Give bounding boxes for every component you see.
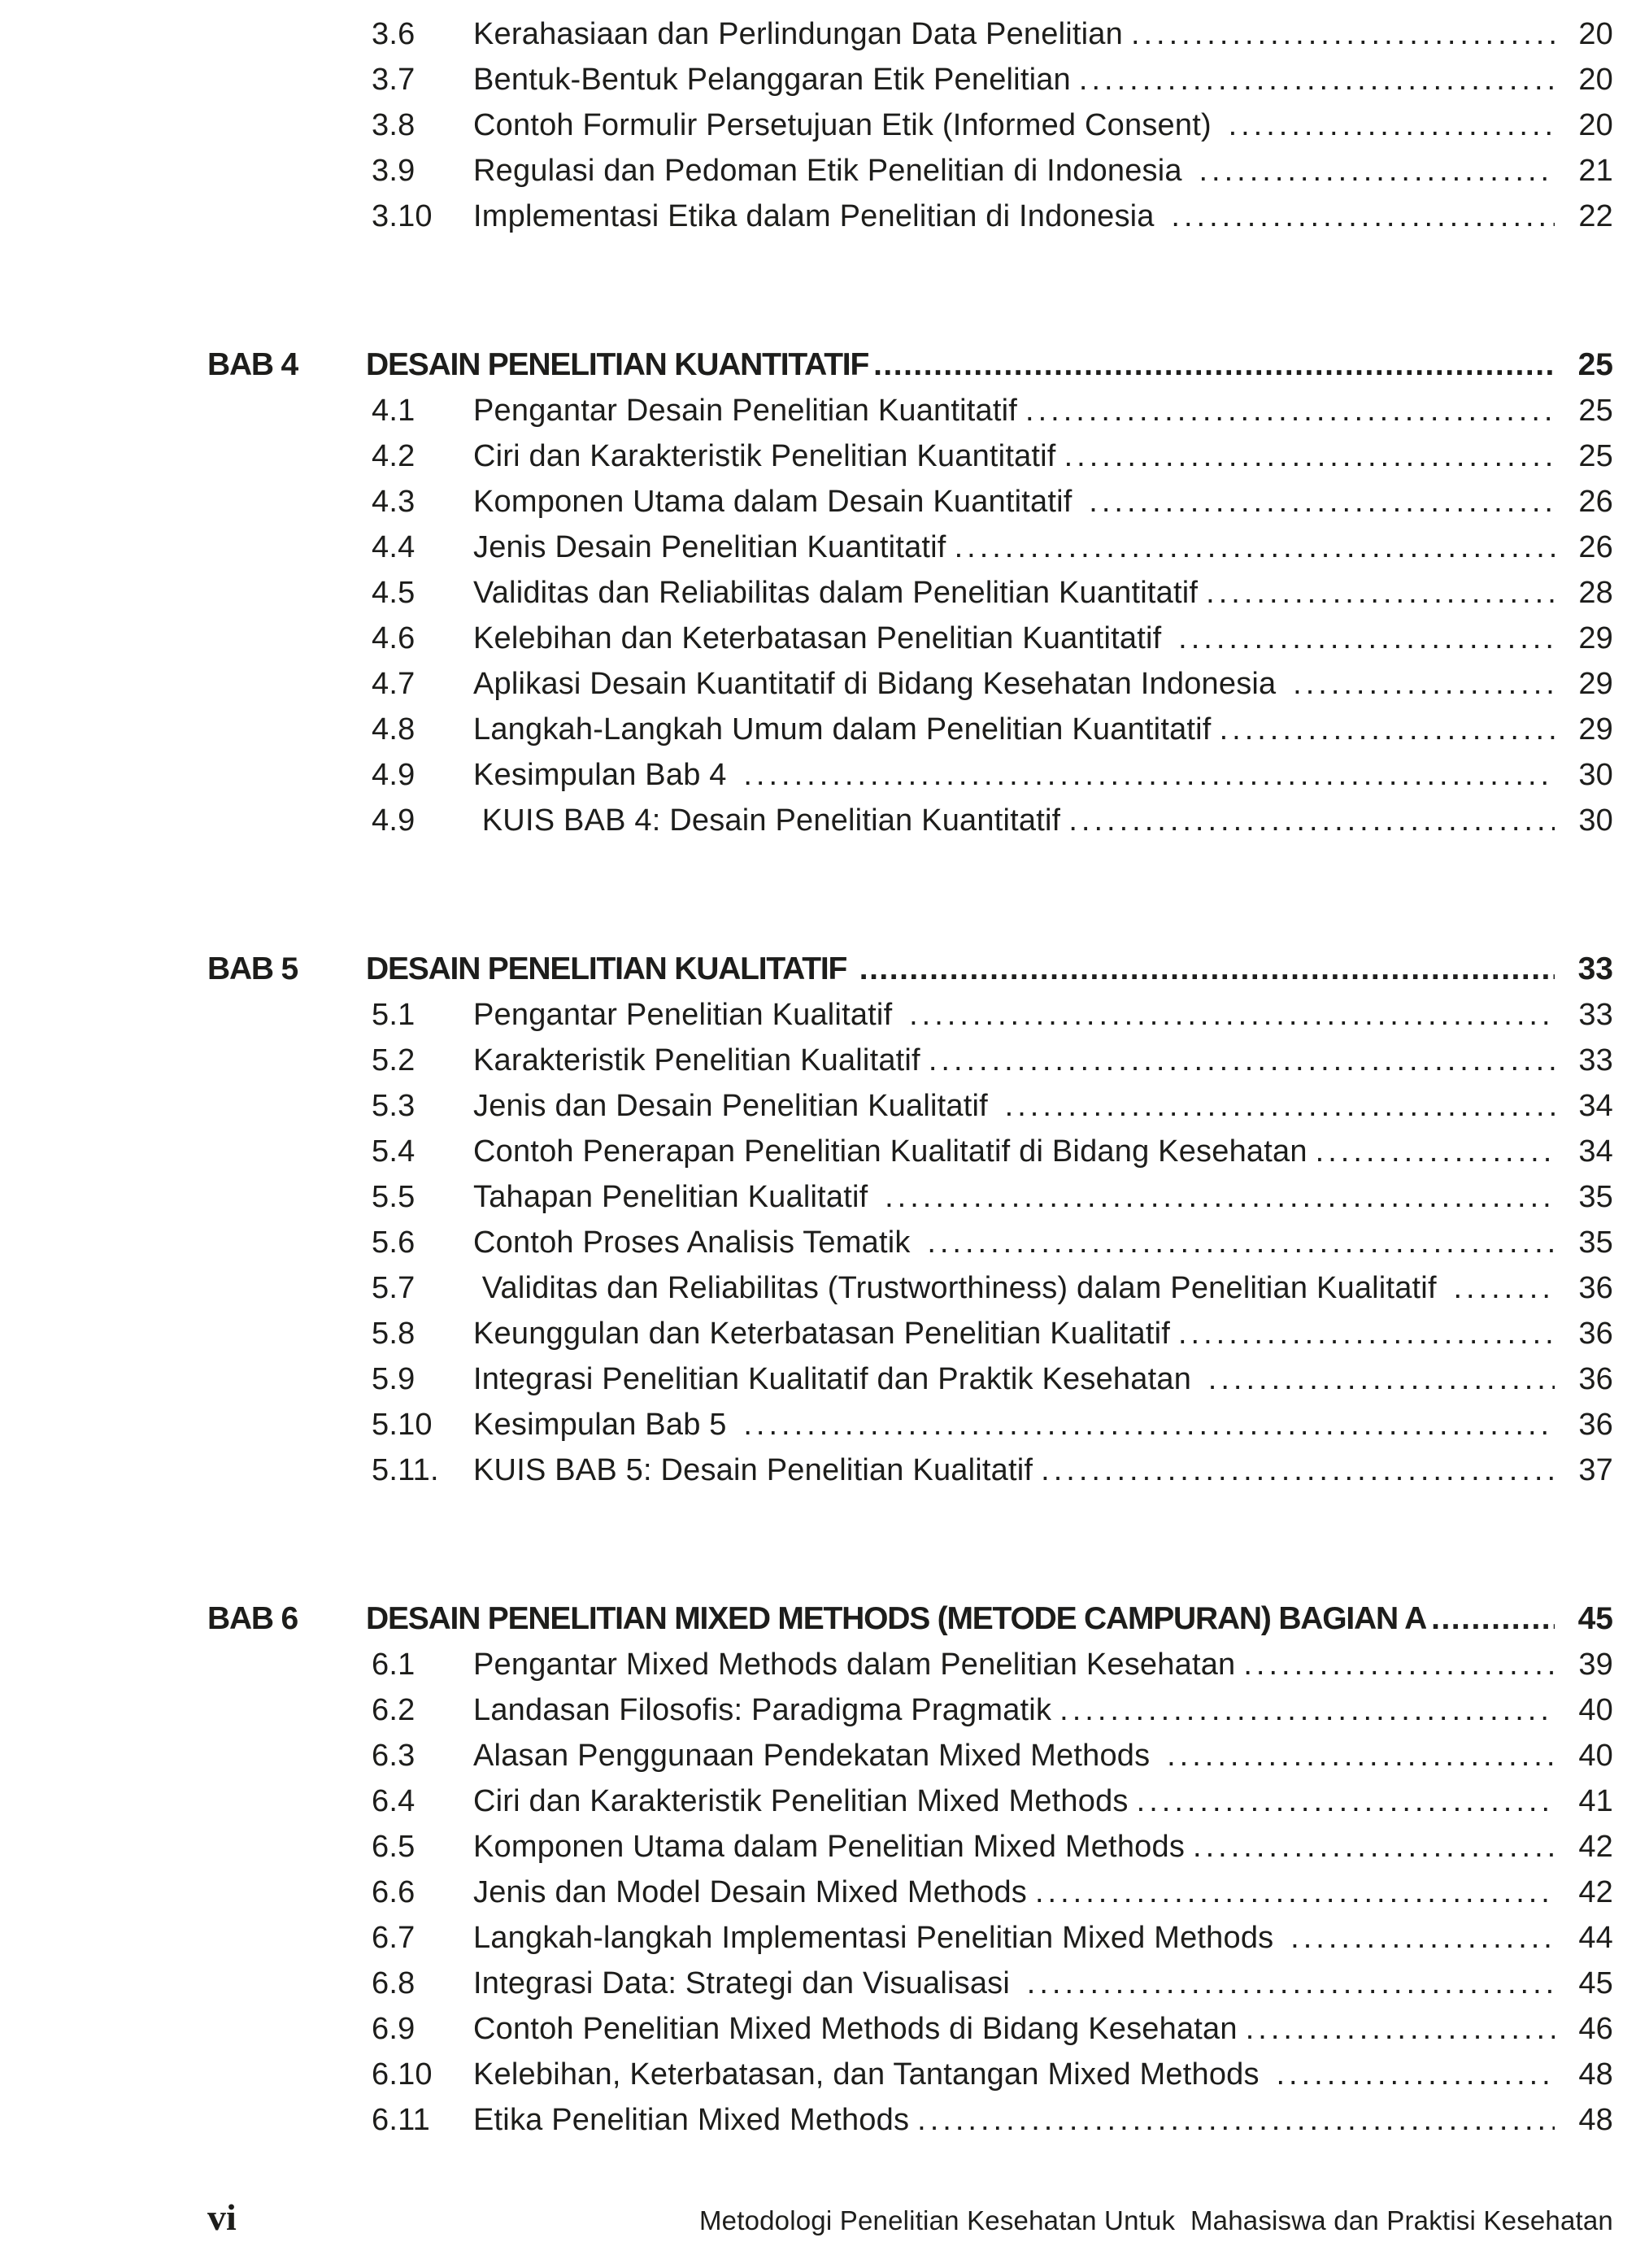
entry-page-number: 36 bbox=[1578, 1271, 1613, 1305]
entry-page-number: 25 bbox=[1578, 394, 1613, 428]
entry-title: Integrasi Penelitian Kualitatif dan Praktik Kesehatan bbox=[473, 1362, 1200, 1396]
entry-number: 6.4 bbox=[372, 1784, 416, 1818]
toc-entry bbox=[372, 1778, 1613, 1824]
entry-page-number: 36 bbox=[1578, 1317, 1613, 1351]
entry-title: Ciri dan Karakteristik Penelitian Kuantitatif bbox=[473, 439, 1056, 473]
entry-number: 3.8 bbox=[372, 108, 416, 142]
entry-title: Aplikasi Desain Kuantitatif di Bidang Kesehatan Indonesia bbox=[473, 667, 1286, 701]
toc-entry bbox=[372, 1038, 1613, 1083]
toc-entry bbox=[372, 1733, 1613, 1778]
dot-leader bbox=[1276, 2052, 1555, 2097]
entry-number: 6.6 bbox=[372, 1875, 416, 1909]
entry-page-number: 33 bbox=[1578, 998, 1613, 1032]
entry-title: Komponen Utama dalam Desain Kuantitatif bbox=[473, 485, 1081, 519]
entry-page-number: 26 bbox=[1578, 485, 1613, 519]
toc-entry bbox=[372, 1915, 1613, 1961]
entry-page-number: 35 bbox=[1578, 1225, 1613, 1260]
toc-entry bbox=[372, 194, 1613, 239]
toc-entry bbox=[372, 1174, 1613, 1220]
entry-page-number: 36 bbox=[1578, 1408, 1613, 1442]
entry-title: Alasan Penggunaan Pendekatan Mixed Methods bbox=[473, 1739, 1160, 1773]
entry-number: 6.7 bbox=[372, 1921, 416, 1955]
toc-chapter-heading bbox=[207, 342, 1613, 388]
entry-title: Contoh Proses Analisis Tematik bbox=[473, 1225, 920, 1260]
toc-entry bbox=[372, 2097, 1613, 2143]
entry-number: 3.9 bbox=[372, 154, 416, 188]
entry-number: 5.6 bbox=[372, 1225, 416, 1260]
entry-page-number: 29 bbox=[1578, 667, 1613, 701]
toc-entry bbox=[372, 433, 1613, 479]
entry-page-number: 42 bbox=[1578, 1875, 1613, 1909]
toc-entry bbox=[372, 1447, 1613, 1493]
dot-leader bbox=[1005, 1083, 1555, 1129]
entry-number: 4.9 bbox=[372, 758, 416, 792]
toc-entry bbox=[372, 1642, 1613, 1687]
entry-number: 5.2 bbox=[372, 1043, 416, 1077]
entry-title: Contoh Formulir Persetujuan Etik (Informed Consent) bbox=[473, 108, 1220, 142]
dot-leader bbox=[1206, 570, 1555, 616]
dot-leader bbox=[1229, 102, 1555, 148]
dot-leader bbox=[1041, 1447, 1555, 1493]
toc-entry bbox=[372, 1265, 1613, 1311]
dot-leader bbox=[1208, 1356, 1555, 1402]
dot-leader bbox=[917, 2097, 1555, 2143]
entry-page-number: 20 bbox=[1578, 17, 1613, 51]
entry-number: 4.4 bbox=[372, 530, 416, 564]
entry-page-number: 34 bbox=[1578, 1089, 1613, 1123]
entry-page-number: 22 bbox=[1578, 199, 1613, 233]
dot-leader bbox=[1453, 1265, 1555, 1311]
dot-leader bbox=[1290, 1915, 1555, 1961]
toc-entry bbox=[372, 1402, 1613, 1447]
entry-number: 6.9 bbox=[372, 2012, 416, 2046]
toc-chapter-heading bbox=[207, 947, 1613, 992]
entry-title: Regulasi dan Pedoman Etik Penelitian di Indonesia bbox=[473, 154, 1191, 188]
toc-chapter-heading bbox=[207, 1596, 1613, 1642]
dot-leader bbox=[955, 525, 1555, 570]
entry-page-number: 28 bbox=[1578, 576, 1613, 610]
entry-number: 6.11 bbox=[372, 2103, 430, 2137]
entry-page-number: 29 bbox=[1578, 621, 1613, 655]
dot-leader bbox=[1059, 1687, 1555, 1733]
toc-entry bbox=[372, 1687, 1613, 1733]
toc-entry bbox=[372, 388, 1613, 433]
toc-entry bbox=[372, 11, 1613, 57]
dot-leader bbox=[1167, 1733, 1555, 1778]
entry-title: Kesimpulan Bab 5 bbox=[473, 1408, 736, 1442]
toc-entry bbox=[372, 479, 1613, 525]
dot-leader bbox=[859, 947, 1555, 992]
dot-leader bbox=[1431, 1596, 1555, 1642]
entry-title: Validitas dan Reliabilitas dalam Penelitian Kuantitatif bbox=[473, 576, 1199, 610]
chapter-label: BAB 6 bbox=[207, 1601, 298, 1636]
entry-page-number: 25 bbox=[1578, 439, 1613, 473]
entry-title: Keunggulan dan Keterbatasan Penelitian Kualitatif bbox=[473, 1317, 1170, 1351]
entry-page-number: 36 bbox=[1578, 1362, 1613, 1396]
toc-entry bbox=[372, 148, 1613, 194]
dot-leader bbox=[1293, 661, 1555, 707]
entry-title: Langkah-langkah Implementasi Penelitian Mixed Methods bbox=[473, 1921, 1283, 1955]
entry-number: 6.2 bbox=[372, 1693, 416, 1727]
page-footer bbox=[207, 2196, 1613, 2239]
footer-page-number-roman: vi bbox=[207, 2196, 237, 2238]
toc-entry bbox=[372, 752, 1613, 798]
dot-leader bbox=[1243, 1642, 1555, 1687]
toc-entry bbox=[372, 2006, 1613, 2052]
entry-number: 4.5 bbox=[372, 576, 416, 610]
entry-page-number: 42 bbox=[1578, 1830, 1613, 1864]
entry-title: KUIS BAB 5: Desain Penelitian Kualitatif bbox=[473, 1453, 1033, 1487]
entry-number: 4.8 bbox=[372, 712, 416, 747]
toc-entry bbox=[372, 1824, 1613, 1870]
toc-entry bbox=[372, 1129, 1613, 1174]
toc-entry bbox=[372, 1083, 1613, 1129]
toc-entry bbox=[372, 616, 1613, 661]
entry-number: 4.1 bbox=[372, 394, 416, 428]
entry-title: Jenis dan Model Desain Mixed Methods bbox=[473, 1875, 1027, 1909]
entry-number: 4.7 bbox=[372, 667, 416, 701]
entry-page-number: 40 bbox=[1578, 1739, 1613, 1773]
entry-title: Contoh Penerapan Penelitian Kualitatif di Bidang Kesehatan bbox=[473, 1134, 1307, 1169]
entry-page-number: 34 bbox=[1578, 1134, 1613, 1169]
entry-number: 4.3 bbox=[372, 485, 416, 519]
dot-leader bbox=[1079, 57, 1555, 102]
entry-page-number: 39 bbox=[1578, 1648, 1613, 1682]
dot-leader bbox=[1131, 11, 1555, 57]
entry-number: 6.1 bbox=[372, 1648, 416, 1682]
toc-entry bbox=[372, 798, 1613, 843]
entry-number: 6.5 bbox=[372, 1830, 416, 1864]
entry-number: 5.10 bbox=[372, 1408, 433, 1442]
table-of-contents bbox=[207, 11, 1613, 2143]
entry-number: 4.6 bbox=[372, 621, 416, 655]
entry-title: Langkah-Langkah Umum dalam Penelitian Kuantitatif bbox=[473, 712, 1212, 747]
toc-entry bbox=[372, 1870, 1613, 1915]
entry-page-number: 48 bbox=[1578, 2103, 1613, 2137]
entry-number: 5.4 bbox=[372, 1134, 416, 1169]
entry-number: 4.9 bbox=[372, 803, 416, 838]
entry-title: Contoh Penelitian Mixed Methods di Bidang Kesehatan bbox=[473, 2012, 1238, 2046]
dot-leader bbox=[1220, 707, 1555, 752]
entry-page-number: 26 bbox=[1578, 530, 1613, 564]
dot-leader bbox=[873, 342, 1555, 388]
dot-leader bbox=[743, 752, 1555, 798]
entry-page-number: 41 bbox=[1578, 1784, 1613, 1818]
chapter-title: DESAIN PENELITIAN KUANTITATIF bbox=[366, 347, 869, 382]
entry-number: 4.2 bbox=[372, 439, 416, 473]
entry-title: Bentuk-Bentuk Pelanggaran Etik Penelitian bbox=[473, 63, 1071, 97]
dot-leader bbox=[1246, 2006, 1555, 2052]
toc-entry bbox=[372, 102, 1613, 148]
entry-number: 6.8 bbox=[372, 1966, 416, 2000]
dot-leader bbox=[1068, 798, 1555, 843]
entry-title: Tahapan Penelitian Kualitatif bbox=[473, 1180, 877, 1214]
toc-entry bbox=[372, 1961, 1613, 2006]
entry-page-number: 35 bbox=[1578, 1180, 1613, 1214]
entry-number: 3.10 bbox=[372, 199, 433, 233]
entry-page-number: 30 bbox=[1578, 803, 1613, 838]
entry-number: 5.8 bbox=[372, 1317, 416, 1351]
chapter-page-number: 33 bbox=[1577, 951, 1613, 986]
entry-title: Pengantar Penelitian Kualitatif bbox=[473, 998, 902, 1032]
dot-leader bbox=[743, 1402, 1555, 1447]
entry-number: 5.1 bbox=[372, 998, 416, 1032]
toc-entry bbox=[372, 1220, 1613, 1265]
dot-leader bbox=[909, 992, 1555, 1038]
entry-page-number: 21 bbox=[1578, 154, 1613, 188]
entry-title: Karakteristik Penelitian Kualitatif bbox=[473, 1043, 920, 1077]
dot-leader bbox=[1027, 1961, 1555, 2006]
entry-title: Kelebihan dan Keterbatasan Penelitian Kuantitatif bbox=[473, 621, 1171, 655]
entry-page-number: 40 bbox=[1578, 1693, 1613, 1727]
entry-title: Landasan Filosofis: Paradigma Pragmatik bbox=[473, 1693, 1052, 1727]
toc-entry bbox=[372, 525, 1613, 570]
toc-entry bbox=[372, 570, 1613, 616]
toc-entry bbox=[372, 2052, 1613, 2097]
entry-title: Jenis dan Desain Penelitian Kualitatif bbox=[473, 1089, 997, 1123]
chapter-page-number: 45 bbox=[1577, 1601, 1613, 1636]
dot-leader bbox=[1178, 616, 1555, 661]
entry-number: 5.7 bbox=[372, 1271, 416, 1305]
entry-number: 5.3 bbox=[372, 1089, 416, 1123]
entry-title: Kelebihan, Keterbatasan, dan Tantangan Mixed Methods bbox=[473, 2057, 1268, 2092]
dot-leader bbox=[1199, 148, 1555, 194]
footer-running-title: Metodologi Penelitian Kesehatan Untuk Mahasiswa dan Praktisi Kesehatan bbox=[698, 2205, 1613, 2235]
dot-leader bbox=[1178, 1311, 1555, 1356]
entry-page-number: 37 bbox=[1578, 1453, 1613, 1487]
chapter-label: BAB 4 bbox=[207, 347, 298, 382]
entry-page-number: 20 bbox=[1578, 63, 1613, 97]
toc-entry bbox=[372, 1356, 1613, 1402]
entry-title: Komponen Utama dalam Penelitian Mixed Methods bbox=[473, 1830, 1186, 1864]
entry-title: Etika Penelitian Mixed Methods bbox=[473, 2103, 910, 2137]
toc-entry bbox=[372, 1311, 1613, 1356]
entry-page-number: 45 bbox=[1578, 1966, 1613, 2000]
entry-title: Ciri dan Karakteristik Penelitian Mixed Methods bbox=[473, 1784, 1129, 1818]
entry-page-number: 44 bbox=[1578, 1921, 1613, 1955]
entry-number: 3.6 bbox=[372, 17, 416, 51]
entry-page-number: 33 bbox=[1578, 1043, 1613, 1077]
entry-title: Jenis Desain Penelitian Kuantitatif bbox=[473, 530, 946, 564]
chapter-page-number: 25 bbox=[1577, 347, 1613, 382]
dot-leader bbox=[1035, 1870, 1555, 1915]
entry-number: 6.3 bbox=[372, 1739, 416, 1773]
entry-title: Pengantar Desain Penelitian Kuantitatif bbox=[473, 394, 1018, 428]
dot-leader bbox=[1089, 479, 1555, 525]
chapter-title: DESAIN PENELITIAN KUALITATIF bbox=[366, 951, 855, 986]
chapter-label: BAB 5 bbox=[207, 951, 298, 986]
dot-leader bbox=[1064, 433, 1555, 479]
dot-leader bbox=[885, 1174, 1555, 1220]
entry-number: 5.9 bbox=[372, 1362, 416, 1396]
entry-title: KUIS BAB 4: Desain Penelitian Kuantitatif bbox=[473, 803, 1061, 838]
entry-page-number: 46 bbox=[1578, 2012, 1613, 2046]
toc-entry bbox=[372, 57, 1613, 102]
dot-leader bbox=[1137, 1778, 1555, 1824]
entry-number: 6.10 bbox=[372, 2057, 433, 2092]
toc-entry bbox=[372, 992, 1613, 1038]
entry-title: Validitas dan Reliabilitas (Trustworthiness) dalam Penelitian Kualitatif bbox=[473, 1271, 1446, 1305]
dot-leader bbox=[929, 1038, 1555, 1083]
dot-leader bbox=[1025, 388, 1555, 433]
toc-entry bbox=[372, 707, 1613, 752]
dot-leader bbox=[927, 1220, 1555, 1265]
entry-title: Kerahasiaan dan Perlindungan Data Penelitian bbox=[473, 17, 1123, 51]
dot-leader bbox=[1171, 194, 1555, 239]
entry-page-number: 29 bbox=[1578, 712, 1613, 747]
chapter-title: DESAIN PENELITIAN MIXED METHODS (METODE CAMPURAN) BAGIAN A bbox=[366, 1601, 1427, 1636]
dot-leader bbox=[1316, 1129, 1555, 1174]
entry-title: Implementasi Etika dalam Penelitian di Indonesia bbox=[473, 199, 1164, 233]
entry-page-number: 30 bbox=[1578, 758, 1613, 792]
entry-title: Integrasi Data: Strategi dan Visualisasi bbox=[473, 1966, 1019, 2000]
entry-number: 5.11. bbox=[372, 1453, 439, 1487]
dot-leader bbox=[1193, 1824, 1555, 1870]
entry-page-number: 48 bbox=[1578, 2057, 1613, 2092]
entry-title: Kesimpulan Bab 4 bbox=[473, 758, 736, 792]
entry-page-number: 20 bbox=[1578, 108, 1613, 142]
entry-number: 5.5 bbox=[372, 1180, 416, 1214]
entry-number: 3.7 bbox=[372, 63, 416, 97]
toc-entry bbox=[372, 661, 1613, 707]
entry-title: Pengantar Mixed Methods dalam Penelitian Kesehatan bbox=[473, 1648, 1236, 1682]
